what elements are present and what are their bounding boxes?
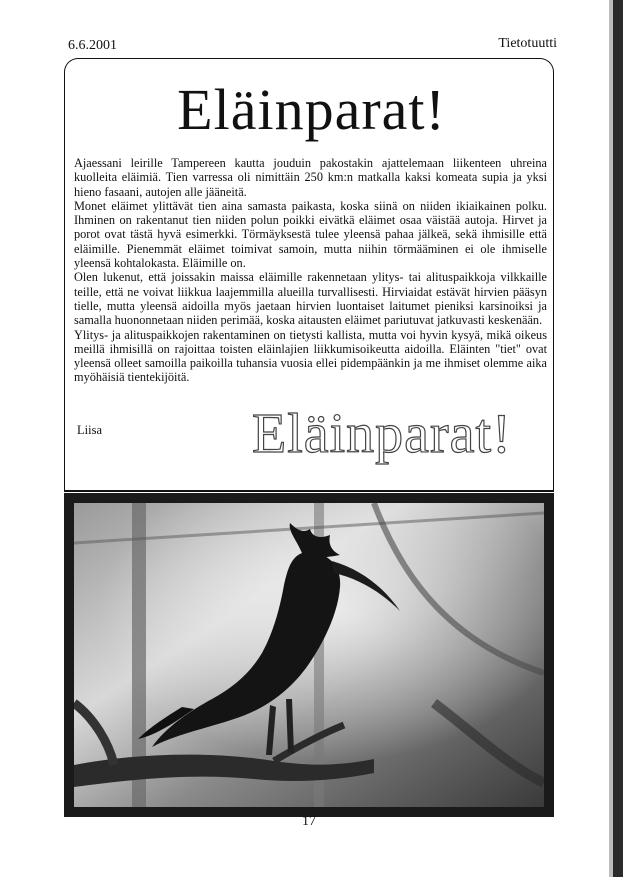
article-title: Eläinparat!	[177, 77, 446, 142]
paragraph-3: Olen lukenut, että joissakin maissa eläimille rakennetaan ylitys- tai alituspaikkoja vilkkaille teille, että ne voivat liikkua laajemmilla alueilla turvallisesti. Hirviaidat estävät hirvien pääsyn tielle, mutta yleensä aidoilla myös jaetaan hirvien luontaiset laitumet pieniksi karsinoiksi ja samalla huononnetaan niiden perimää, koska aitausten eläimet pariutuvat jatkuvasti keskenään.	[74, 270, 547, 328]
page-number: 17	[302, 814, 316, 829]
paragraph-4: Ylitys- ja alituspaikkojen rakentaminen on tietysti kallista, mutta voi hyvin kysyä, mikä oikeus meillä ihmisillä on rajoittaa toisten eläinlajien liikkumisoikeutta aidoilla. Eläinten "tiet" ovat yleensä olleet samoilla paikoilla tuhansia vuosia ellei pidempäänkin ja me ihmiset olemme aika myöhäisiä tientekijöitä.	[74, 327, 547, 385]
ibis-illustration	[74, 503, 544, 807]
header-date: 6.6.2001	[68, 38, 117, 53]
paragraph-1: Ajaessani leirille Tampereen kautta jouduin pakostakin ajattelemaan liikenteen uhreina kuolleita eläimiä. Tien varressa oli nimittäin 250 km:n matkalla kaksi komeata supia ja yksi hieno fasaani, autojen alle jääneitä.	[74, 156, 547, 199]
article-frame-bottom	[64, 490, 554, 492]
signature: Liisa	[77, 423, 102, 437]
ibis-photo	[64, 493, 554, 817]
paragraph-2: Monet eläimet ylittävät tien aina samasta paikasta, koska siinä on niiden ikiaikainen polku. Ihminen on rakentanut tien niiden polun poikki eivätkä eläimet osaa väistää autoja. Hirvet ja porot ovat tästä hyvä esimerkki. Törmäyksestä tulee yleensä pahaa jälkeä, sekä ihmisille että eläimille. Pienemmät eläimet toimivat samoin, mutta niihin törmääminen ei ole ihmiselle yleensä kohtalokasta. Eläimille on.	[74, 198, 547, 271]
article-body	[74, 156, 547, 385]
header-publication: Tietotuutti	[498, 36, 557, 51]
title-outline: Eläinparat!	[252, 403, 512, 465]
